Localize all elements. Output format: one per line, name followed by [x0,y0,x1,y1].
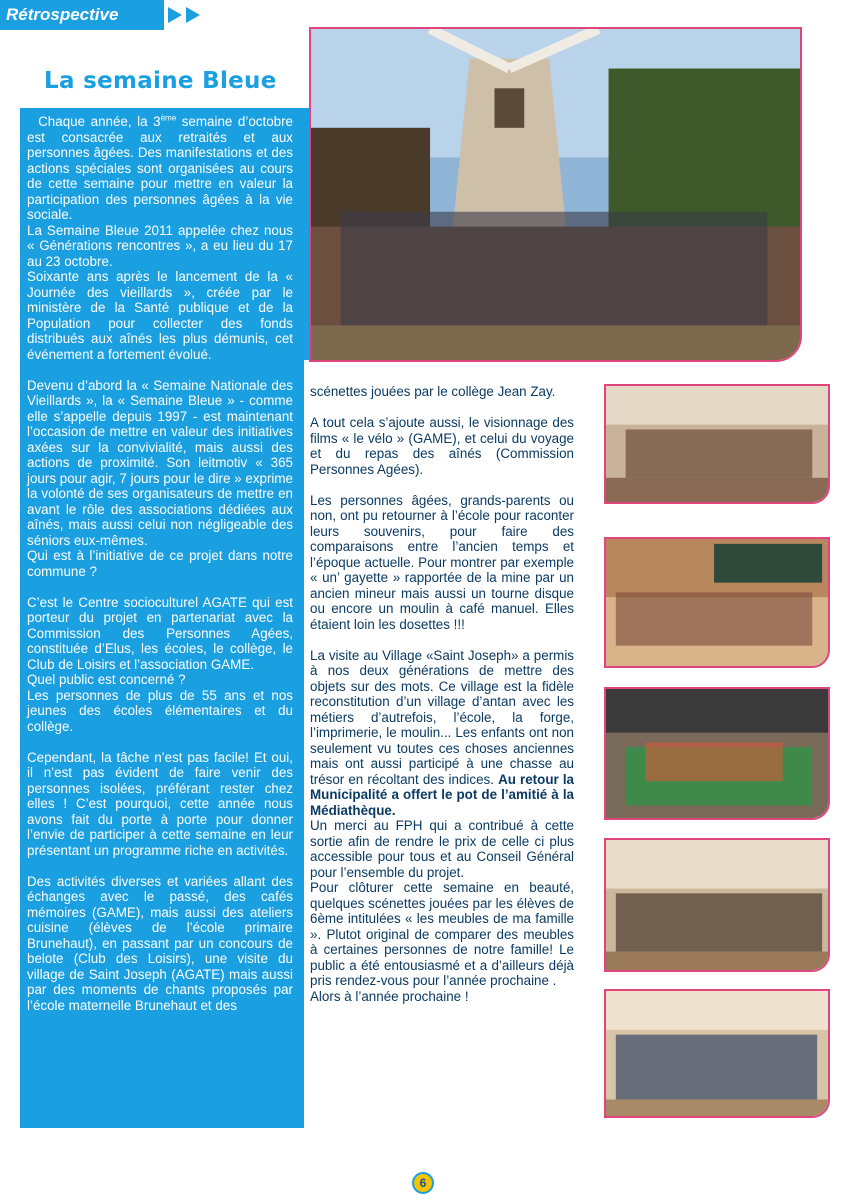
column-1 [27,114,293,1013]
photo-cafe-memoire [604,384,830,504]
photo-windmill-group [309,27,802,362]
paragraph: Chaque année, la 3ème semaine d’octobre est consacrée aux retraités et aux personnes âgées. Des manifestations et des actions spéciales sont organisées au cours de cette semaine pour mettre en valeur la participation des personnes âgées à la vie sociale. La Semaine Bleue 2011 appelée chez nous « Générations rencontres », a eu lieu du 17 au 23 octobre. Soixante ans après le lancement de la « Journée des vieillards », créée par le ministère de la Santé publique et de la Population pour collecter des fonds distribués aux aînés les plus démunis, cet événement a fortement évolué. [27,113,293,362]
article-title: La semaine Bleue [44,68,277,94]
paragraph: scénettes jouées par le collège Jean Zay. [310,384,556,399]
paragraph: La visite au Village «Saint Joseph» a permis à nos deux générations de mettre des objets sur des mots. Ce village est la fidèle reconstitution d’un village d’antan avec les métiers d’autrefois, l’école, la forge, l’imprimerie, le moulin... Les enfants ont non seulement vu toutes ces choses anciennes mais ont aussi participé à une chasse au trésor en récoltant des indices. Au retour la Municipalité a offert le pot de l’amitié à la Médiathèque. Un merci au FPH qui a contribué à cette sortie afin de rendre le prix de celle ci plus accessible pour tous et au Conseil Général pour l’ensemble du projet. Pour clôturer cette semaine en beauté, quelques scénettes jouées par les élèves de 6ème intitulées « les meubles de ma famille ». Plutot original de comparer des meubles à certaines personnes de notre famille! Le public a été entousiasmé et a d’ailleurs déjà pris rendez-vous pour l’année prochaine . Alors à l’année prochaine ! [310,647,574,1004]
double-arrow-icon [168,7,204,28]
photo-children-activity [604,687,830,820]
paragraph: Les personnes âgées, grands-parents ou non, ont pu retourner à l’école pour raconter leurs souvenirs, pour faire des comparaisons entre l’ancien temps et l’époque actuelle. Pour montrer par exemple « un’ gayette » rapportée de la mine par un ancien mineur mais aussi un tourne disque ou encore un moulin à café manuel. Elles étaient loin les dosettes !!! [310,492,574,632]
paragraph: Cependant, la tâche n’est pas facile! Et oui, il n’est pas évident de faire venir des personnes isolées, préférant rester chez elles ! C’est pourquoi, cette année nous avons fait du porte à porte pour donner l’envie de participer à cette semaine en leur présentant un programme riche en activités. [27,749,293,858]
paragraph: Devenu d’abord la « Semaine Nationale des Vieillards », la « Semaine Bleue » - comme elle s’appelle depuis 1997 - est maintenant l’occasion de mettre en valeur des initiatives axées sur la convivialité, mais aussi des actions de proximité. Son leitmotiv « 365 jours pour agir, 7 jours pour le dire » exprime la volonté de ses organisateurs de mettre en avant le rôle des associations dédiées aux aînés, mais aussi celui non négligeable des séniors eux-mêmes. Qui est à l’initiative de ce projet dans notre commune ? [27,377,293,579]
paragraph: Des activités diverses et variées allant des échanges avec le passé, des cafés mémoires (GAME), mais aussi des ateliers cuisine (élèves de l’école primaire Brunehaut), en passant par un concours de belote (Club des Loisirs), une visite du village de Saint Joseph (AGATE) mais aussi par des moments de chants proposés par l’école maternelle Brunehaut et des [27,873,293,1013]
paragraph: C’est le Centre socioculturel AGATE qui est porteur du projet en partenariat avec la Commission des Personnes Agées, constituée d’Elus, les écoles, le collège, le Club de Loisirs et l’association GAME. Quel public est concerné ? Les personnes de plus de 55 ans et nos jeunes des écoles élémentaires et du collège. [27,594,293,734]
photo-students-group [604,989,830,1118]
page-number: 6 [412,1172,434,1194]
paragraph: A tout cela s’ajoute aussi, le visionnage des films « le vélo » (GAME), et celui du voyage et du repas des aînés (Commission Personnes Agées). [310,415,574,477]
section-tag: Rétrospective [0,0,164,30]
photo-classroom [604,537,830,668]
column-2 [310,384,574,1004]
photo-mediatheque-group [604,838,830,972]
